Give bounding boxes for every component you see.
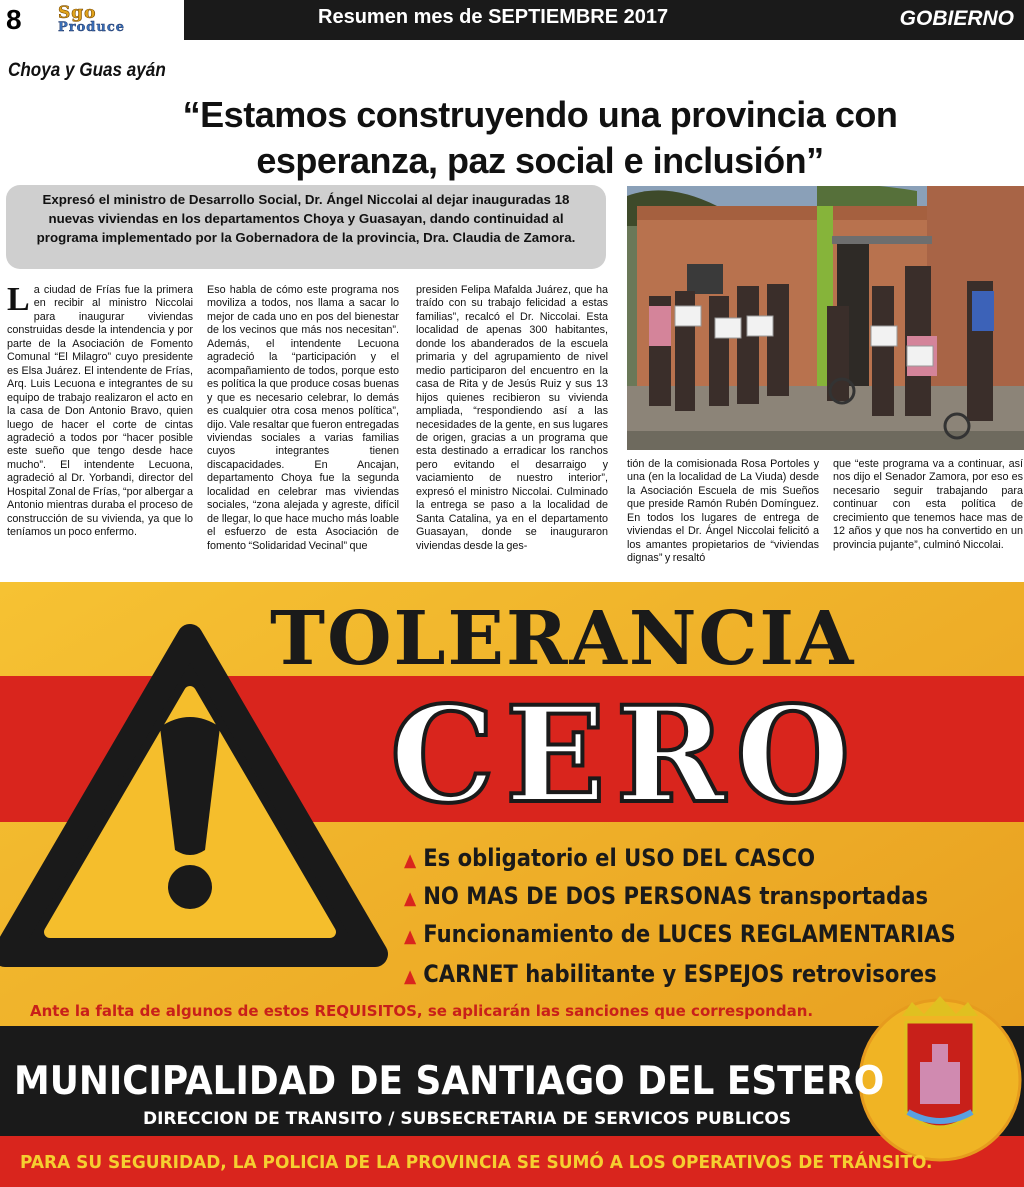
article-column-4 — [627, 458, 819, 574]
article-column-3-text: presiden Felipa Mafalda Juárez, que ha traído con su trabajo felicidad a estas familias”, recalcó el Dr. Niccolai. Esta localidad de apenas 300 habitantes, donde los abanderados de la escuela primaria y del agrupamiento de nivel medio participaron del encuentro en la casa de Rita y de Jesús Ruiz y sus 13 hijos quienes recibieron su vivienda ampliada, “respondiendo así a las necesidades de la gente, en sus lugares de origen, gracias a un programa que esta destinado a erradicar los ranchos pero evitando el desarraigo y vaciamiento de nuestro interior”, expresó el ministro Niccolai. Culminado la entrega se paso a la localidad de Santa Catalina, ya en el departamento Guasayan, donde se inauguraron viviendas desde la ges- — [416, 284, 608, 552]
ad-title-tolerancia: TOLERANCIA — [270, 596, 856, 682]
article-column-1-text: a ciudad de Frías fue la primera en recibir al ministro Niccolai para inaugurar viviendas construidas desde la intendencia y por parte de la Asociación de Fomento Comunal “El Milagro” cuyo presidente es Elsa Juárez. El intendente de Frías, Arq. Luis Lecuona e integrantes de su equipo de trabajo realizaron el acto en la casa de Don Antonio Bravo, quien luego de hacer el corte de cintas agradeció a todos por “hacer posible este sueño que tengo desde hace mucho”. El intendente Lecuona, agradeció al Dr. Yorbandi, director del Hospital Zonal de Frías, “por albergar a Antonio mientras duraba el proceso de construcción de su vivienda, ya que lo teníamos un poco enfermo. — [7, 284, 193, 539]
red-triangle-icon: ▲ — [404, 888, 417, 909]
article-photo — [627, 186, 1024, 450]
red-triangle-icon: ▲ — [404, 850, 417, 871]
municipality-name: MUNICIPALIDAD DE SANTIAGO DEL ESTERO — [14, 1059, 885, 1104]
requirement-item: ▲ CARNET habilitante y ESPEJOS retrovisores — [404, 960, 937, 988]
red-triangle-icon: ▲ — [404, 926, 417, 947]
article-headline: “Estamos construyendo una provincia con esperanza, paz social e inclusión” — [182, 94, 898, 181]
article-lead — [6, 185, 606, 269]
section-label: GOBIERNO — [899, 7, 1014, 30]
article-column-1 — [7, 284, 193, 574]
article-kicker: Choya y Guas ayán — [8, 60, 166, 81]
article-column-4-text: tión de la comisionada Rosa Portoles y una (en la localidad de La Viuda) desde la Asociación Escuela de mis Sueños que preside Ramón Rubén Domínguez. En todos los lugares de entrega de viviendas el Dr. Ángel Niccolai felicitó a los amantes propietarios de “viviendas dignas” y resaltó — [627, 458, 819, 565]
article-dropcap: L — [7, 284, 30, 318]
logo-line-1: Sgo — [58, 3, 97, 23]
issue-label: Resumen mes de SEPTIEMBRE 2017 — [318, 6, 669, 28]
article-column-3 — [416, 284, 608, 574]
red-triangle-icon: ▲ — [404, 966, 417, 987]
article-column-5-text: que “este programa va a continuar, así nos dijo el Senador Zamora, por eso es necesario seguir trabajando para continuar con esta política de crecimiento que tenemos hace mas de 12 años y que nos ha convertido en un provincia pujante”, culminó Niccolai. — [833, 458, 1023, 551]
requirement-item: ▲ Funcionamiento de LUCES REGLAMENTARIAS — [404, 920, 956, 948]
article-lead-text: Expresó el ministro de Desarrollo Social, Dr. Ángel Niccolai al dejar inauguradas 18 nuevas viviendas en los departamentos Choya y Guasayan, dando continuidad al programa implementado por la Gobernadora de la provincia, Dra. Claudia de Zamora. — [36, 192, 576, 245]
ad-footer-text: PARA SU SEGURIDAD, LA POLICIA DE LA PROVINCIA SE SUMÓ A LOS OPERATIVOS DE TRÁNSITO. — [20, 1153, 933, 1173]
ad-title-cero: CERO — [390, 678, 861, 833]
department-name: DIRECCION DE TRANSITO / SUBSECRETARIA DE SERVICOS PUBLICOS — [143, 1109, 792, 1129]
requirement-item: ▲ Es obligatorio el USO DEL CASCO — [404, 844, 816, 872]
traffic-safety-ad — [0, 582, 1024, 1187]
logo-line-2: Produce — [58, 20, 126, 35]
article-column-5 — [833, 458, 1023, 574]
requirement-item: ▲ NO MAS DE DOS PERSONAS transportadas — [404, 882, 929, 910]
sanctions-notice: Ante la falta de algunos de estos REQUISITOS, se aplicarán las sanciones que correspondan. — [30, 1002, 814, 1020]
page-number: 8 — [6, 4, 22, 35]
article-column-2-text: Eso habla de cómo este programa nos moviliza a todos, nos llama a sacar lo mejor de cada uno en pos del bienestar de los vecinos que más nos necesitan”. Además, el intendente Lecuona agradeció la “participación y el acompañamiento de todos, porque esto es política la que produce cosas buenas y que es necesario celebrar, lo demás es cualquier otra cosa menos política”, dijo. Vale resaltar que fueron entregadas viviendas sociales a varias familias cuyos integrantes tienen discapacidades. En Ancajan, departamento Choya fue la segunda localidad en celebrar mas viviendas sociales, “zona alejada y agreste, difícil de llegar, lo que hace mucho más loable el esfuerzo de esta Asociación de fomento “Solidaridad Vecinal” que — [207, 284, 399, 552]
article-column-2 — [207, 284, 399, 574]
